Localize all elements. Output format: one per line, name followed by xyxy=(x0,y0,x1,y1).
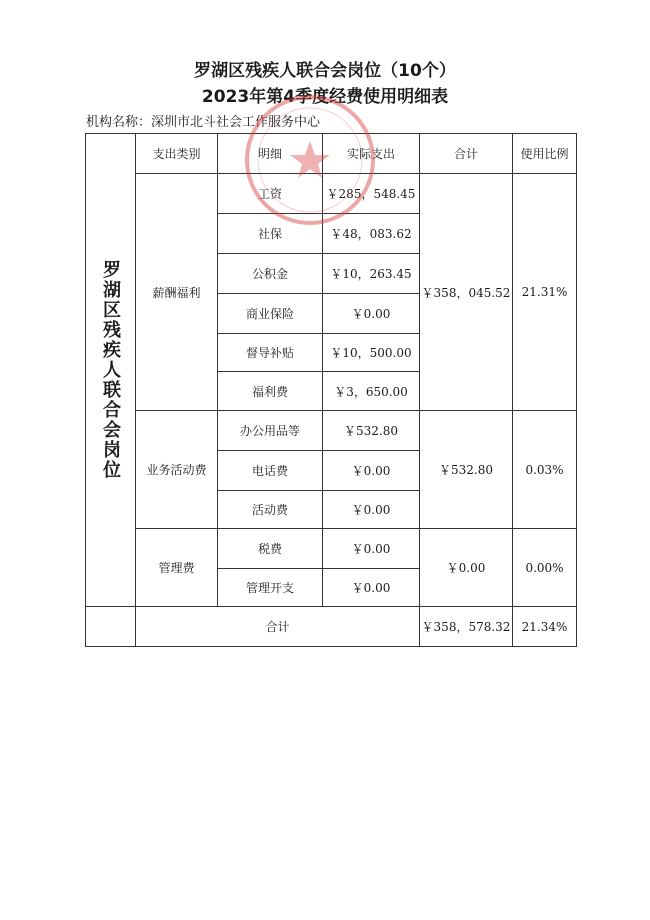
grand-total-amount: ￥358，578.32 xyxy=(420,607,513,647)
category-cell: 薪酬福利 xyxy=(136,174,218,411)
amount-cell: ￥0.00 xyxy=(323,294,420,334)
table-row xyxy=(86,529,577,569)
amount-cell: ￥0.00 xyxy=(323,529,420,569)
detail-cell: 社保 xyxy=(218,214,323,254)
table-row xyxy=(86,174,577,214)
amount-cell: ￥0.00 xyxy=(323,451,420,491)
expense-table xyxy=(85,133,577,647)
header-category: 支出类别 xyxy=(136,134,218,174)
grand-total-label: 合计 xyxy=(136,607,420,647)
detail-cell: 督导补贴 xyxy=(218,334,323,372)
group-ratio-cell: 0.00% xyxy=(513,529,577,607)
grand-total-row xyxy=(86,607,577,647)
header-total: 合计 xyxy=(420,134,513,174)
amount-cell: ￥532.80 xyxy=(323,411,420,451)
detail-cell: 办公用品等 xyxy=(218,411,323,451)
grand-total-spacer xyxy=(86,607,136,647)
header-actual: 实际支出 xyxy=(323,134,420,174)
group-ratio-cell: 21.31% xyxy=(513,174,577,411)
header-detail: 明细 xyxy=(218,134,323,174)
amount-cell: ￥3，650.00 xyxy=(323,372,420,411)
amount-cell: ￥0.00 xyxy=(323,491,420,529)
detail-cell: 税费 xyxy=(218,529,323,569)
amount-cell: ￥48，083.62 xyxy=(323,214,420,254)
side-label: 罗湖区残疾人联合会岗位 xyxy=(100,260,121,480)
group-ratio-cell: 0.03% xyxy=(513,411,577,529)
amount-cell: ￥285，548.45 xyxy=(323,174,420,214)
side-label-cell xyxy=(86,134,136,607)
detail-cell: 活动费 xyxy=(218,491,323,529)
group-total-cell: ￥0.00 xyxy=(420,529,513,607)
organization-name: 机构名称：深圳市北斗社会工作服务中心 xyxy=(86,115,321,130)
group-total-cell: ￥358，045.52 xyxy=(420,174,513,411)
amount-cell: ￥10，500.00 xyxy=(323,334,420,372)
detail-cell: 管理开支 xyxy=(218,569,323,607)
amount-cell: ￥10，263.45 xyxy=(323,254,420,294)
detail-cell: 福利费 xyxy=(218,372,323,411)
group-total-cell: ￥532.80 xyxy=(420,411,513,529)
amount-cell: ￥0.00 xyxy=(323,569,420,607)
header-row xyxy=(86,134,577,174)
detail-cell: 公积金 xyxy=(218,254,323,294)
document-title: 罗湖区残疾人联合会岗位（10个） xyxy=(194,61,456,81)
detail-cell: 商业保险 xyxy=(218,294,323,334)
category-cell: 管理费 xyxy=(136,529,218,607)
header-ratio: 使用比例 xyxy=(513,134,577,174)
detail-cell: 工资 xyxy=(218,174,323,214)
category-cell: 业务活动费 xyxy=(136,411,218,529)
document-subtitle: 2023年第4季度经费使用明细表 xyxy=(201,87,449,107)
grand-total-ratio: 21.34% xyxy=(513,607,577,647)
table-row xyxy=(86,411,577,451)
detail-cell: 电话费 xyxy=(218,451,323,491)
